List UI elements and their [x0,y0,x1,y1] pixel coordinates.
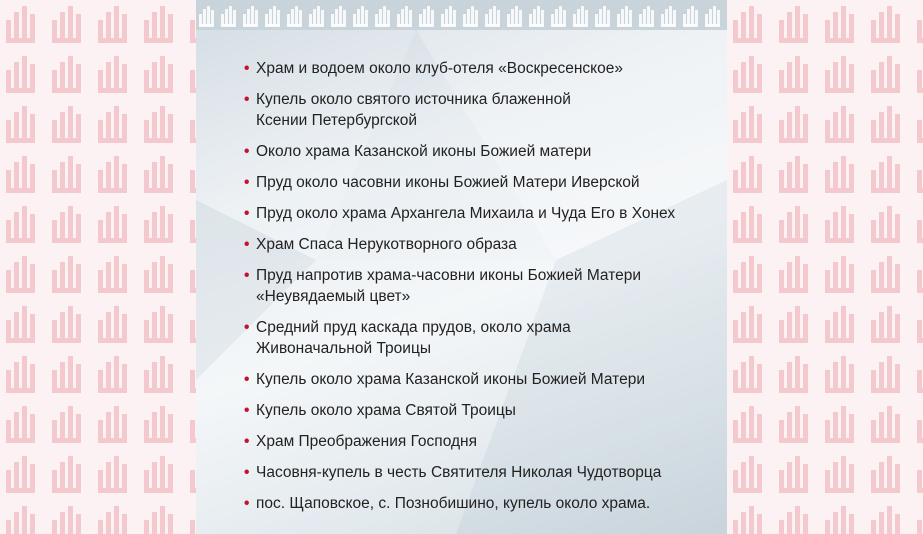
list-item-text: Храм Спаса Нерукотворного образа [256,236,517,253]
bullet: • [244,143,250,160]
right-pattern-background [727,0,923,534]
bullet: • [244,236,250,253]
list-item [244,234,714,255]
list-item [244,172,714,193]
bullet: • [244,464,250,481]
list-item [244,431,714,452]
list-item-text: Около храма Казанской иконы Божией матери [256,143,592,160]
bullet: • [244,205,250,222]
list-item-text: Пруд напротив храма-часовни иконы Божией Матери «Неувядаемый цвет» [256,267,642,305]
location-list [244,58,714,524]
content-panel [196,0,727,534]
list-item-text: Средний пруд каскада прудов, около храма Живоначальной Троицы [256,319,571,357]
list-item [244,203,714,224]
bullet: • [244,402,250,419]
bullet: • [244,433,250,450]
list-item [244,265,714,307]
bullet: • [244,267,250,284]
list-item [244,462,714,483]
bullet: • [244,371,250,388]
list-item [244,89,714,131]
bullet: • [244,495,250,512]
list-item-text: пос. Щаповское, с. Познобишино, купель около храма. [256,495,651,512]
list-item [244,369,714,390]
bullet: • [244,319,250,336]
list-item [244,493,714,514]
list-item-text: Купель около храма Святой Троицы [256,402,516,419]
list-item [244,141,714,162]
header-pattern-strip [196,0,727,30]
left-pattern-background [0,0,196,534]
list-item [244,58,714,79]
list-item-text: Храм и водоем около клуб-отеля «Воскресенское» [256,60,623,77]
list-item-text: Купель около храма Казанской иконы Божией Матери [256,371,645,388]
bullet: • [244,60,250,77]
list-item-text: Пруд около часовни иконы Божией Матери Иверской [256,174,640,191]
list-item-text: Пруд около храма Архангела Михаила и Чуда Его в Хонех [256,205,676,222]
list-item-text: Часовня-купель в честь Святителя Николая Чудотворца [256,464,662,481]
list-item-text: Купель около святого источника блаженной Ксении Петербургской [256,91,571,129]
list-item-text: Храм Преображения Господня [256,433,477,450]
bullet: • [244,91,250,108]
list-item [244,400,714,421]
list-item [244,317,714,359]
bullet: • [244,174,250,191]
